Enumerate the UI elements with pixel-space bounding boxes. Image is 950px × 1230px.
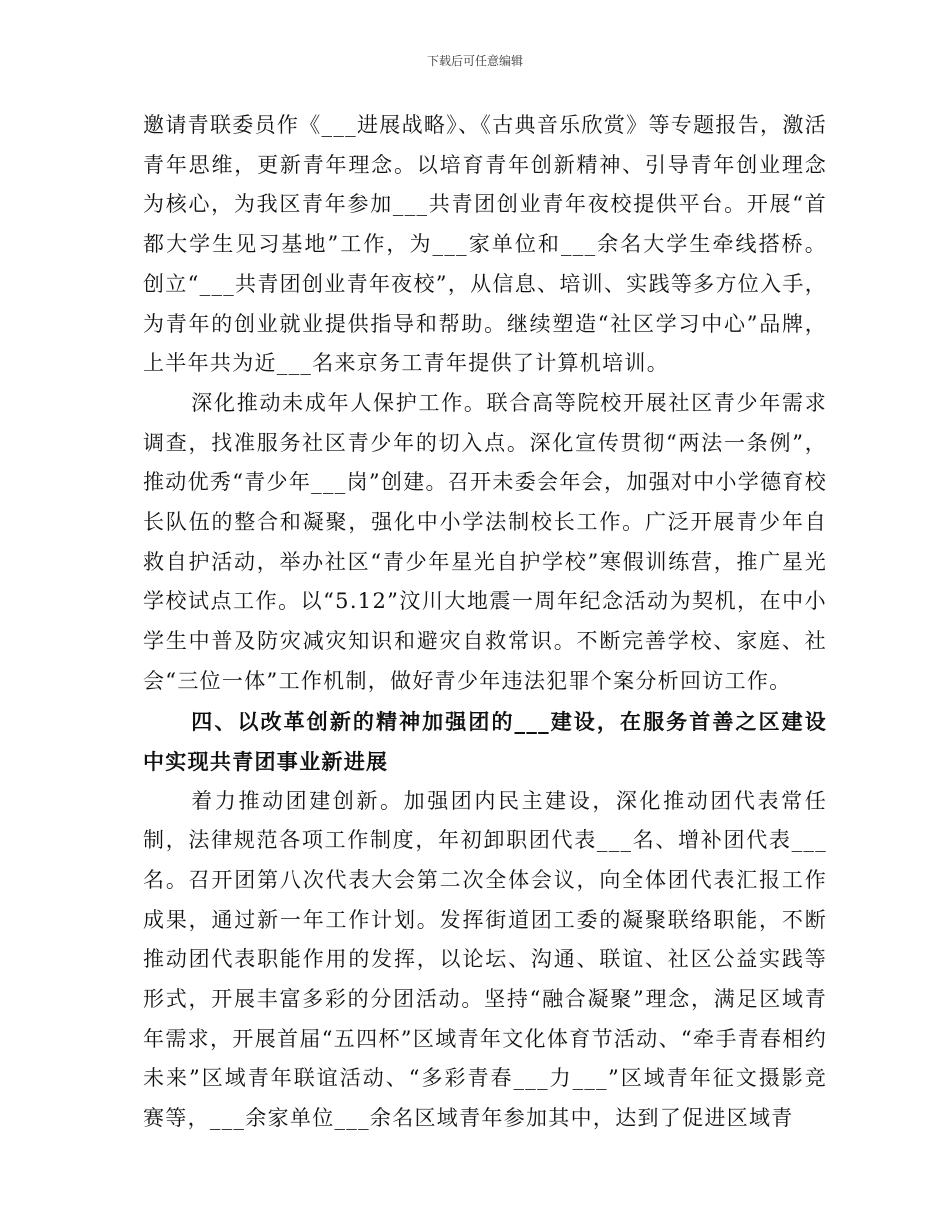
paragraph-minor-protection: 深化推动未成年人保护工作。联合高等院校开展社区青少年需求调查，找准服务社区青少年的切入点。深化宣传贯彻“两法一条例”，推动优秀“青少年___岗”创建。召开未委会年会，加强对中小学德育校长队伍的整合和凝聚，强化中小学法制校长工作。广泛开展青少年自救自护活动，举办社区“青少年星光自护学校”寒假训练营，推广星光学校试点工作。以“5.12”汶川大地震一周年纪念活动为契机，在中小学生中普及防灾减灾知识和避灾自救常识。不断完善学校、家庭、社会“三位一体”工作机制，做好青少年违法犯罪个案分析回访工作。 <box>143 390 827 693</box>
paragraph-continued: 邀请青联委员作《___进展战略》、《古典音乐欣赏》等专题报告，激活青年思维，更新青年理念。以培育青年创新精神、引导青年创业理念为核心，为我区青年参加___共青团创业青年夜校提供平台。开展“首都大学生见习基地”工作，为___家单位和___余名大学生牵线搭桥。创立“___共青团创业青年夜校”，从信息、培训、实践等多方位入手，为青年的创业就业提供指导和帮助。继续塑造“社区学习中心”品牌，上半年共为近___名来京务工青年提供了计算机培训。 <box>143 113 827 376</box>
page-header-note: 下载后可任意编辑 <box>426 54 523 68</box>
document-body <box>143 106 827 1139</box>
section-heading: 四、以改革创新的精神加强团的___建设，在服务首善之区建设中实现共青团事业新进展 <box>143 709 827 774</box>
paragraph-league-building: 着力推动团建创新。加强团内民主建设，深化推动团代表常任制，法律规范各项工作制度，年初卸职团代表___名、增补团代表___名。召开团第八次代表大会第二次全体会议，向全体团代表汇报工作成果，通过新一年工作计划。发挥街道团工委的凝聚联络职能，不断推动团代表职能作用的发挥，以论坛、沟通、联谊、社区公益实践等形式，开展丰富多彩的分团活动。坚持“融合凝聚”理念，满足区域青年需求，开展首届“五四杯”区域青年文化体育节活动、“牵手青春相约未来”区域青年联谊活动、“多彩青春___力___”区域青年征文摄影竞赛等，___余家单位___余名区域青年参加其中，达到了促进区域青 <box>143 788 827 1131</box>
